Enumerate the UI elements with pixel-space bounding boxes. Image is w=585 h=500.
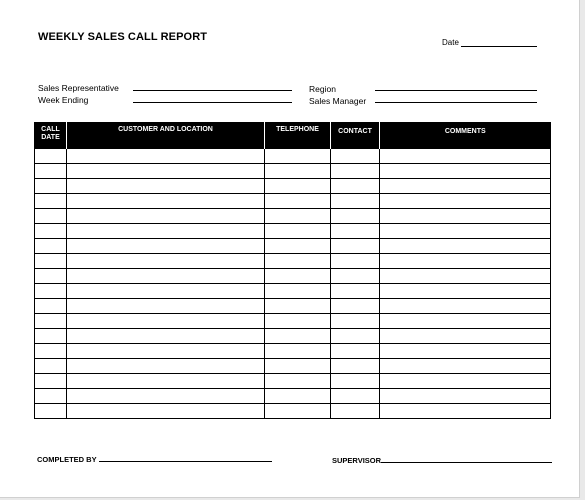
table-row <box>35 149 551 164</box>
table-cell[interactable] <box>331 284 380 299</box>
table-row <box>35 374 551 389</box>
table-cell[interactable] <box>380 149 551 164</box>
table-cell[interactable] <box>35 329 67 344</box>
table-row <box>35 269 551 284</box>
table-cell[interactable] <box>265 389 331 404</box>
sales-call-table <box>34 122 551 419</box>
table-cell[interactable] <box>331 374 380 389</box>
table-cell[interactable] <box>331 179 380 194</box>
table-cell[interactable] <box>380 164 551 179</box>
table-cell[interactable] <box>35 269 67 284</box>
table-cell[interactable] <box>265 164 331 179</box>
table-cell[interactable] <box>265 344 331 359</box>
column-header-call-date <box>35 122 67 149</box>
table-cell[interactable] <box>331 194 380 209</box>
table-cell[interactable] <box>331 389 380 404</box>
table-row <box>35 224 551 239</box>
table-row <box>35 299 551 314</box>
table-cell[interactable] <box>67 374 265 389</box>
table-body <box>35 149 551 419</box>
table-cell[interactable] <box>35 254 67 269</box>
table-cell[interactable] <box>331 299 380 314</box>
table-cell[interactable] <box>67 284 265 299</box>
completed-by-field[interactable] <box>99 461 272 462</box>
date-label: Date <box>442 38 459 47</box>
table-row <box>35 344 551 359</box>
header-line: TELEPHONE <box>276 126 319 133</box>
table-cell[interactable] <box>265 179 331 194</box>
table-row <box>35 284 551 299</box>
table-cell[interactable] <box>380 299 551 314</box>
header-line: CONTACT <box>338 128 372 135</box>
table-cell[interactable] <box>265 194 331 209</box>
column-header-telephone <box>265 122 331 149</box>
table-cell[interactable] <box>380 179 551 194</box>
table-cell[interactable] <box>35 404 67 419</box>
table-cell[interactable] <box>380 404 551 419</box>
sales-manager-field[interactable] <box>375 102 537 103</box>
supervisor-label: SUPERVISOR <box>332 456 382 465</box>
table-cell[interactable] <box>67 404 265 419</box>
table-cell[interactable] <box>380 284 551 299</box>
date-field[interactable] <box>461 46 537 47</box>
table-row <box>35 404 551 419</box>
table-cell[interactable] <box>35 299 67 314</box>
week-ending-field[interactable] <box>133 102 292 103</box>
column-header-contact <box>331 122 380 149</box>
table-cell[interactable] <box>331 209 380 224</box>
sales-manager-label: Sales Manager <box>309 96 367 106</box>
table-cell[interactable] <box>67 254 265 269</box>
table-cell[interactable] <box>35 389 67 404</box>
table-cell[interactable] <box>331 359 380 374</box>
table-cell[interactable] <box>331 314 380 329</box>
table-cell[interactable] <box>331 149 380 164</box>
table-cell[interactable] <box>35 344 67 359</box>
week-ending-label: Week Ending <box>38 95 89 105</box>
table-row <box>35 359 551 374</box>
table-cell[interactable] <box>265 149 331 164</box>
table-row <box>35 254 551 269</box>
table-cell[interactable] <box>35 194 67 209</box>
table-cell[interactable] <box>380 359 551 374</box>
table-cell[interactable] <box>67 194 265 209</box>
table-cell[interactable] <box>380 209 551 224</box>
header-line: DATE <box>41 134 60 141</box>
table-cell[interactable] <box>331 269 380 284</box>
header-line: CALL <box>41 126 60 133</box>
table-cell[interactable] <box>331 329 380 344</box>
table-cell[interactable] <box>67 164 265 179</box>
table-cell[interactable] <box>265 209 331 224</box>
table-cell[interactable] <box>67 344 265 359</box>
completed-by-label: COMPLETED BY <box>37 455 97 464</box>
table-cell[interactable] <box>265 284 331 299</box>
table-cell[interactable] <box>380 224 551 239</box>
region-field[interactable] <box>375 90 537 91</box>
table-row <box>35 179 551 194</box>
table-row <box>35 164 551 179</box>
supervisor-field[interactable] <box>381 462 552 463</box>
table-cell[interactable] <box>67 224 265 239</box>
table-cell[interactable] <box>35 224 67 239</box>
column-header-comments <box>380 122 551 149</box>
column-header-customer-location <box>67 122 265 149</box>
table-cell[interactable] <box>331 224 380 239</box>
sales-rep-field[interactable] <box>133 90 292 91</box>
table-cell[interactable] <box>67 149 265 164</box>
table-cell[interactable] <box>67 269 265 284</box>
table-header-row <box>35 122 551 149</box>
table-cell[interactable] <box>380 269 551 284</box>
table-cell[interactable] <box>35 179 67 194</box>
table-row <box>35 329 551 344</box>
table-cell[interactable] <box>265 239 331 254</box>
table-cell[interactable] <box>265 254 331 269</box>
table-cell[interactable] <box>67 179 265 194</box>
table-cell[interactable] <box>380 194 551 209</box>
header-line: CUSTOMER AND LOCATION <box>118 126 213 133</box>
table-cell[interactable] <box>265 299 331 314</box>
table-cell[interactable] <box>265 359 331 374</box>
table-cell[interactable] <box>380 389 551 404</box>
table-cell[interactable] <box>265 404 331 419</box>
table-cell[interactable] <box>35 209 67 224</box>
header-line: COMMENTS <box>444 128 486 135</box>
table-cell[interactable] <box>265 314 331 329</box>
table-cell[interactable] <box>67 329 265 344</box>
table-cell[interactable] <box>380 374 551 389</box>
table-cell[interactable] <box>35 284 67 299</box>
table-cell[interactable] <box>265 329 331 344</box>
table-row <box>35 389 551 404</box>
table-cell[interactable] <box>35 239 67 254</box>
region-label: Region <box>309 84 336 94</box>
table-cell[interactable] <box>265 269 331 284</box>
table-cell[interactable] <box>35 164 67 179</box>
table-cell[interactable] <box>380 344 551 359</box>
table-cell[interactable] <box>35 359 67 374</box>
table-row <box>35 209 551 224</box>
table-cell[interactable] <box>380 314 551 329</box>
table-cell[interactable] <box>331 164 380 179</box>
table-cell[interactable] <box>67 389 265 404</box>
table-cell[interactable] <box>331 254 380 269</box>
table-cell[interactable] <box>67 299 265 314</box>
table-cell[interactable] <box>380 239 551 254</box>
table-row <box>35 314 551 329</box>
table-cell[interactable] <box>67 359 265 374</box>
table-cell[interactable] <box>67 314 265 329</box>
table-cell[interactable] <box>265 224 331 239</box>
table-cell[interactable] <box>67 209 265 224</box>
report-title: WEEKLY SALES CALL REPORT <box>38 31 208 43</box>
table-cell[interactable] <box>67 239 265 254</box>
table-cell[interactable] <box>331 344 380 359</box>
table-cell[interactable] <box>331 404 380 419</box>
table-cell[interactable] <box>35 374 67 389</box>
table-cell[interactable] <box>380 254 551 269</box>
table-cell[interactable] <box>265 374 331 389</box>
sales-rep-label: Sales Representative <box>38 83 119 93</box>
table-row <box>35 194 551 209</box>
table-cell[interactable] <box>35 314 67 329</box>
table-cell[interactable] <box>380 329 551 344</box>
table-cell[interactable] <box>35 149 67 164</box>
table-cell[interactable] <box>331 239 380 254</box>
table-row <box>35 239 551 254</box>
